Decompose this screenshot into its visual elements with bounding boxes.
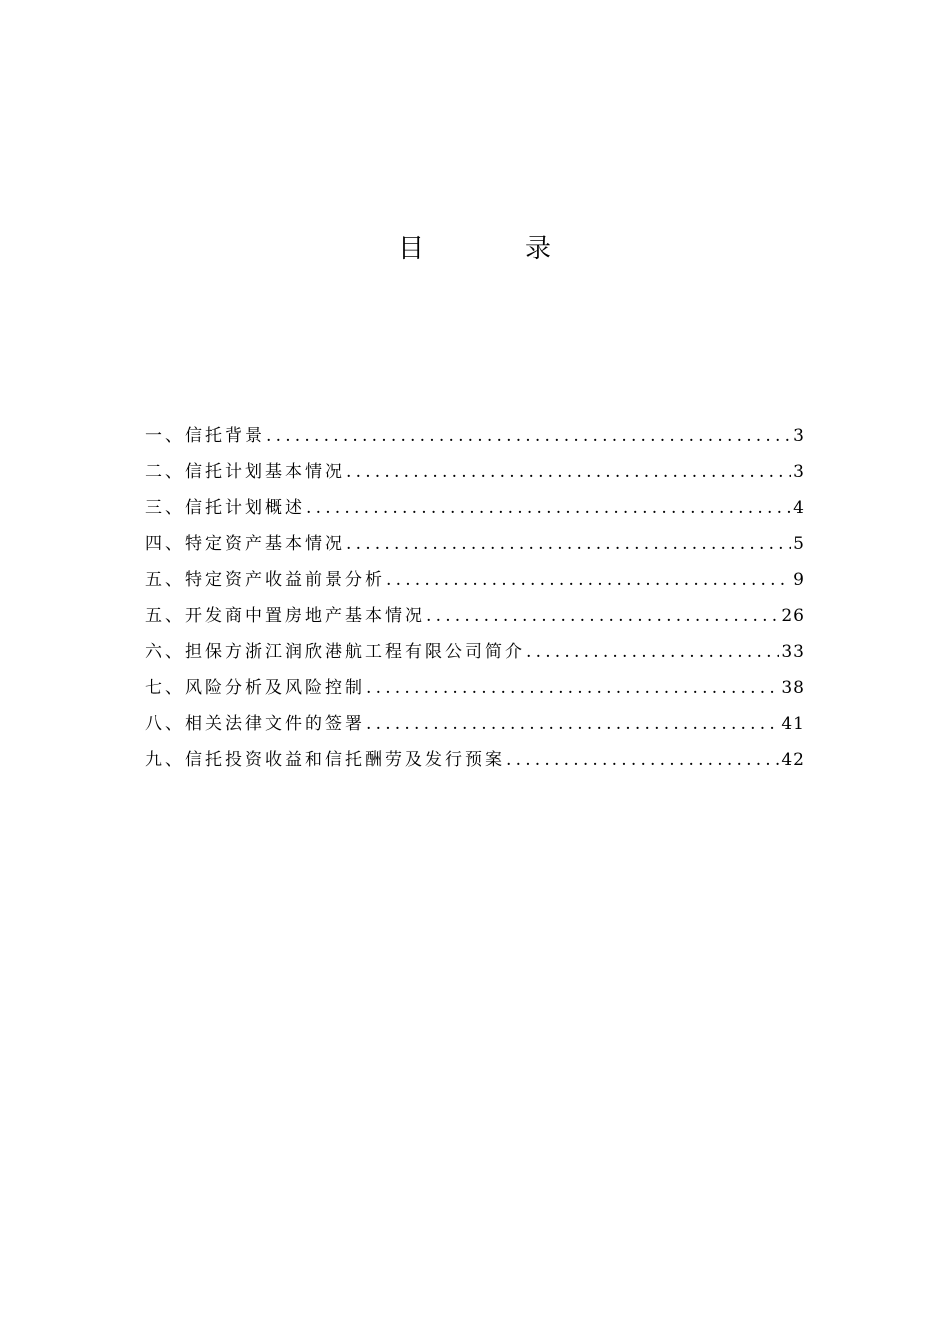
toc-dot-leader xyxy=(426,598,779,634)
toc-entry-background[interactable] xyxy=(145,418,805,454)
toc-entry-page: 33 xyxy=(781,642,805,662)
toc-title-char-1: 目 xyxy=(398,234,425,264)
toc-entry-label: 四、特定资产基本情况 xyxy=(145,534,345,554)
toc-entry-legal[interactable] xyxy=(145,706,805,742)
toc-entry-plan-overview[interactable] xyxy=(145,490,805,526)
toc-dot-leader xyxy=(526,634,779,670)
toc-title xyxy=(0,229,950,269)
toc-title-char-2: 录 xyxy=(525,234,552,264)
toc-entry-page: 41 xyxy=(781,714,805,734)
toc-dot-leader xyxy=(366,706,779,742)
toc-dot-leader xyxy=(346,526,791,562)
toc-entry-page: 9 xyxy=(793,570,805,590)
toc-entry-label: 九、信托投资收益和信托酬劳及发行预案 xyxy=(145,750,505,770)
toc-entry-label: 一、信托背景 xyxy=(145,426,265,446)
toc-entry-asset-outlook[interactable] xyxy=(145,562,805,598)
toc-dot-leader xyxy=(386,562,791,598)
toc-entry-asset-basics[interactable] xyxy=(145,526,805,562)
toc-entry-page: 3 xyxy=(793,426,805,446)
toc-entry-guarantor[interactable] xyxy=(145,634,805,670)
toc-entry-returns[interactable] xyxy=(145,742,805,778)
toc-entry-developer[interactable] xyxy=(145,598,805,634)
toc-entry-risk[interactable] xyxy=(145,670,805,706)
toc-entry-label: 七、风险分析及风险控制 xyxy=(145,678,365,698)
toc-entry-label: 二、信托计划基本情况 xyxy=(145,462,345,482)
toc-dot-leader xyxy=(266,418,791,454)
toc-entry-label: 五、开发商中置房地产基本情况 xyxy=(145,606,425,626)
toc-entry-page: 3 xyxy=(793,462,805,482)
toc-entry-page: 4 xyxy=(793,498,805,518)
toc-dot-leader xyxy=(306,490,791,526)
toc-dot-leader xyxy=(346,454,791,490)
toc-entry-label: 六、担保方浙江润欣港航工程有限公司简介 xyxy=(145,642,525,662)
toc-entry-page: 38 xyxy=(781,678,805,698)
toc-list xyxy=(145,418,805,778)
toc-entry-plan-basics[interactable] xyxy=(145,454,805,490)
toc-entry-label: 五、特定资产收益前景分析 xyxy=(145,570,385,590)
toc-entry-page: 5 xyxy=(793,534,805,554)
toc-dot-leader xyxy=(506,742,779,778)
toc-entry-page: 26 xyxy=(781,606,805,626)
toc-entry-label: 三、信托计划概述 xyxy=(145,498,305,518)
toc-entry-page: 42 xyxy=(781,750,805,770)
toc-dot-leader xyxy=(366,670,779,706)
toc-entry-label: 八、相关法律文件的签署 xyxy=(145,714,365,734)
